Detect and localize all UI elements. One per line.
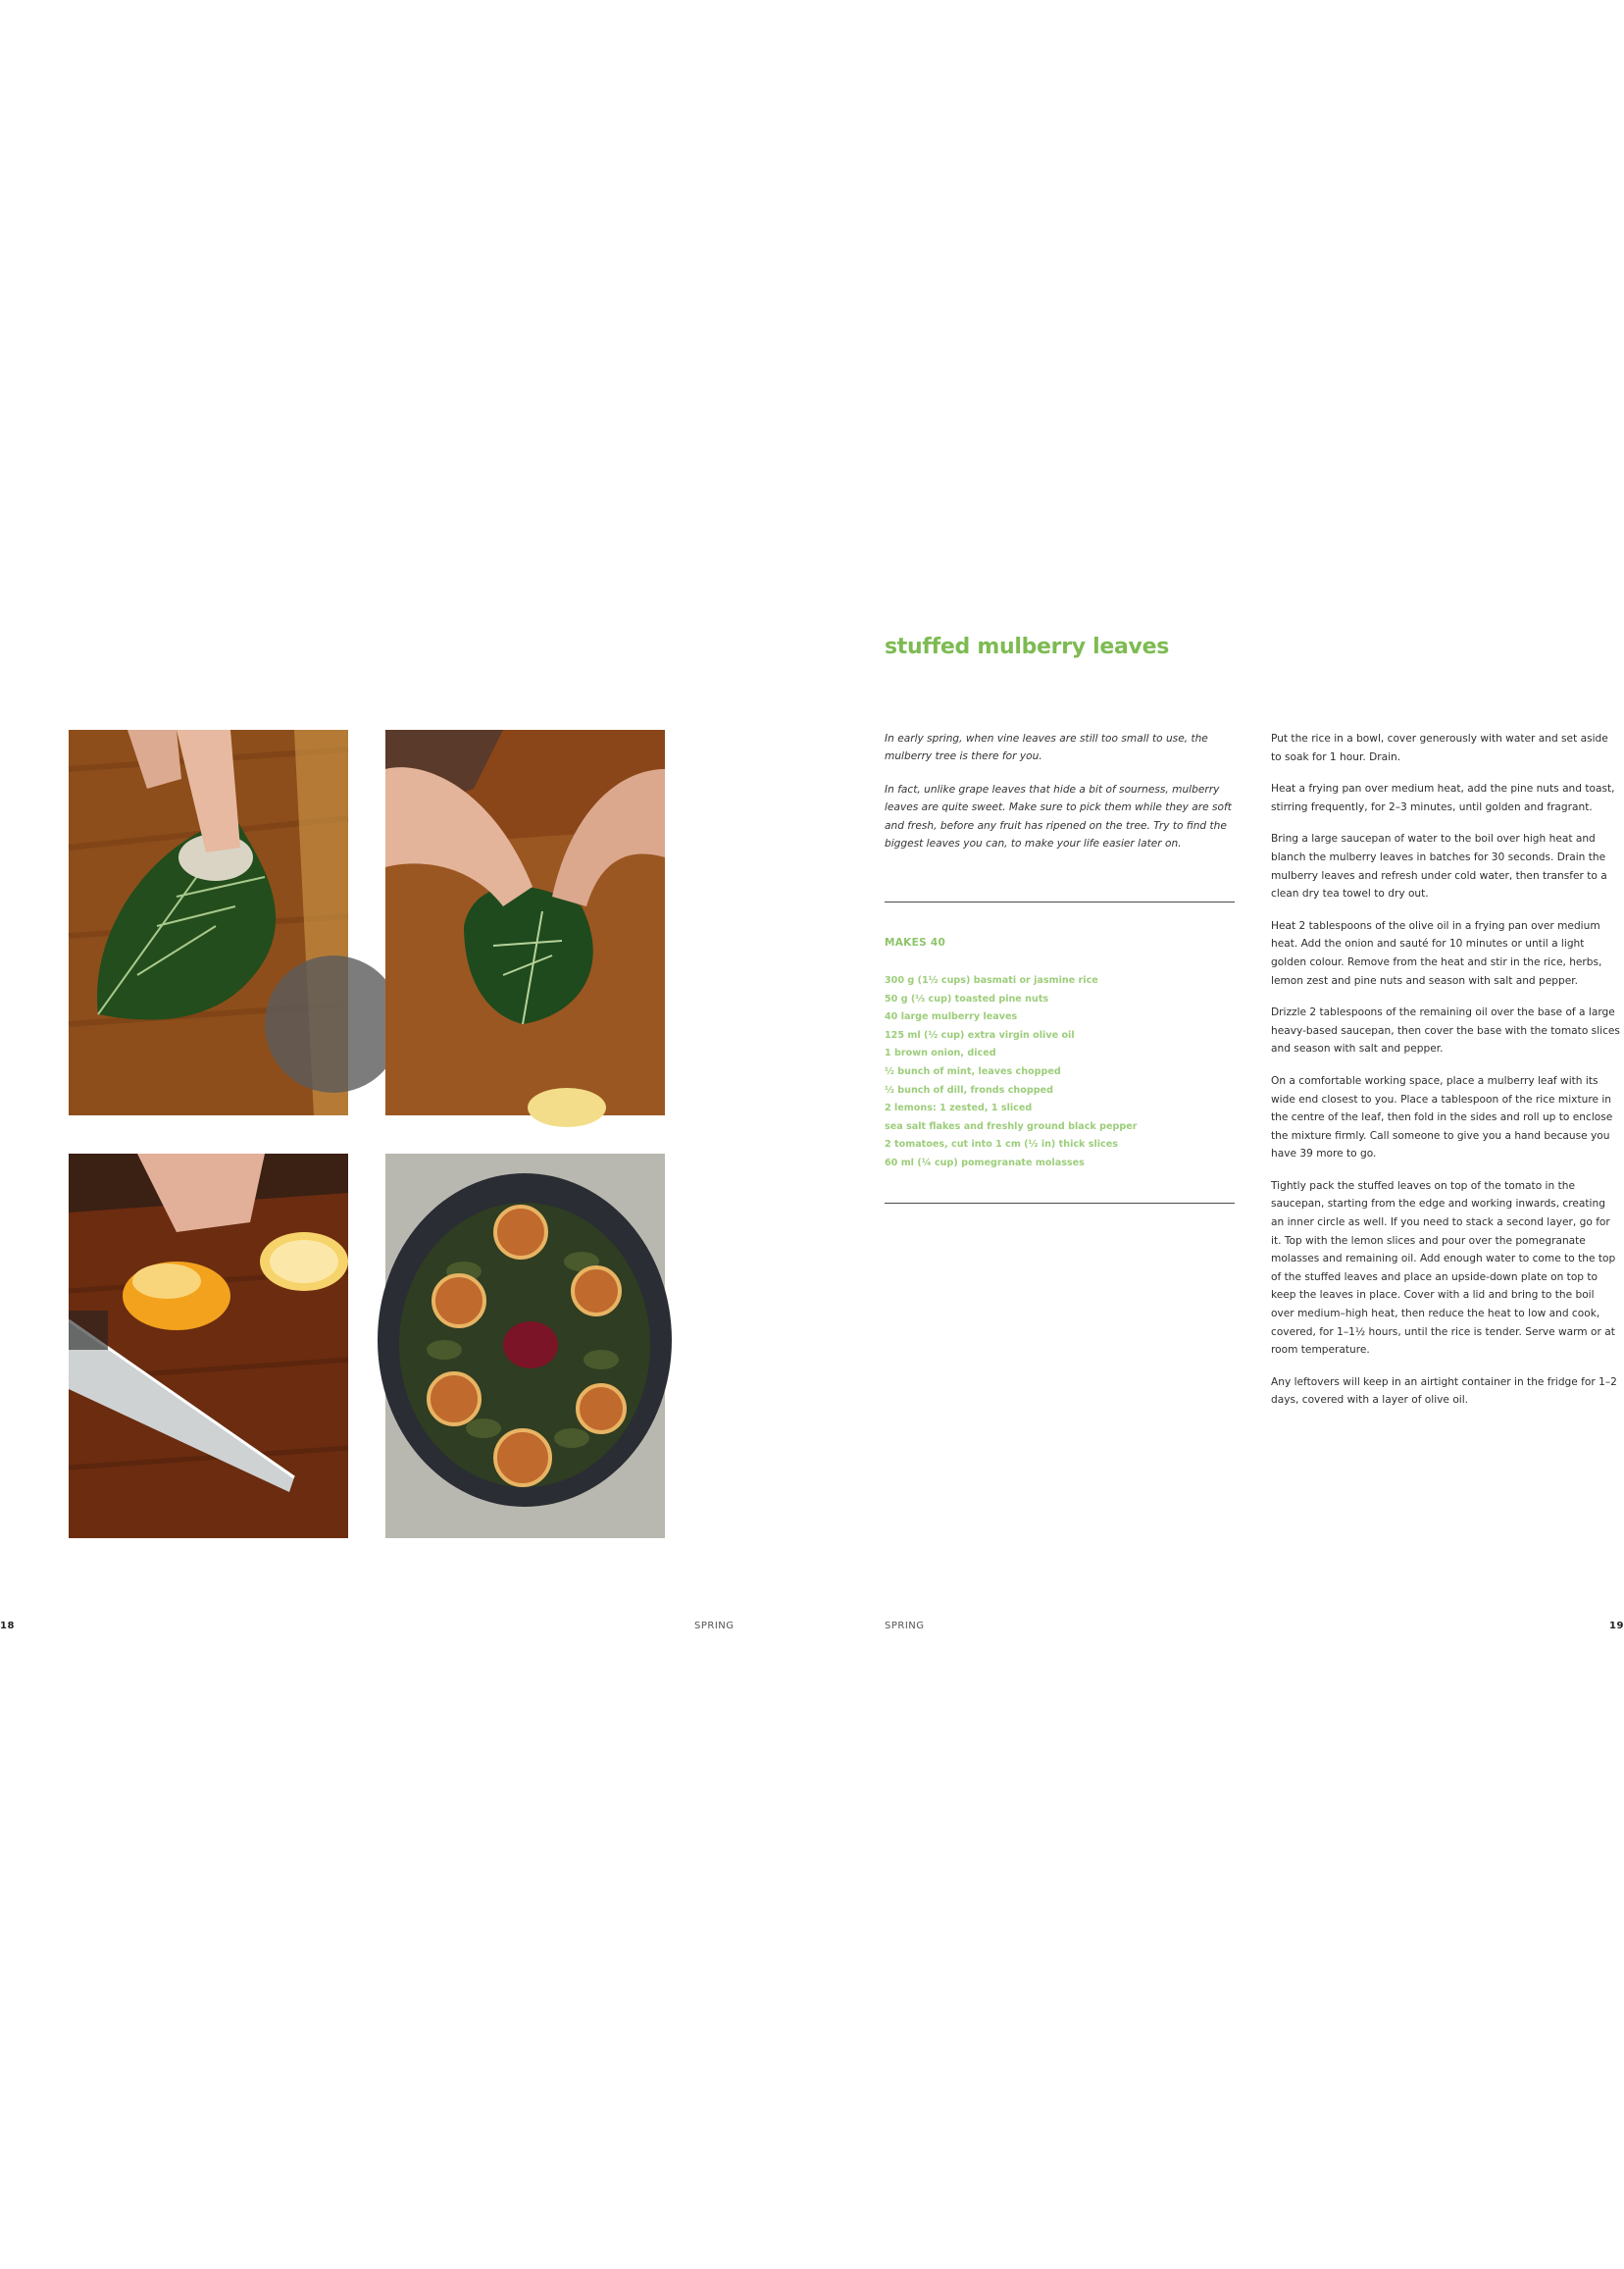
method-step: Bring a large saucepan of water to the boil over high heat and blanch the mulberry leaves in batches for 30 seconds. Drain the mulberry leaves and refresh under cold water, then transfer to a clean dry tea towel to dry out. [1271,833,1607,901]
leaf-folding-photo [385,730,665,1115]
ingredient-item: 50 g (⅓ cup) toasted pine nuts [885,993,1049,1005]
ingredient-item: ½ bunch of dill, fronds chopped [885,1084,1053,1096]
ingredient-item: 60 ml (¼ cup) pomegranate molasses [885,1157,1085,1168]
right-page-number: 19 [1609,1621,1624,1631]
recipe-method [1271,730,1620,1423]
ingredient-item: ½ bunch of mint, leaves chopped [885,1065,1061,1077]
intro-paragraph: In fact, unlike grape leaves that hide a bit of sourness, mulberry leaves are quite sweet. Make sure to pick them while they are soft and fresh, before any fruit has ripened on the tree. Try to find the biggest leaves you can, to make your life easier later on. [885,783,1232,851]
lemon-slicing-photo [69,1154,348,1538]
ingredient-item: 40 large mulberry leaves [885,1011,1018,1023]
method-step: Any leftovers will keep in an airtight container in the fridge for 1–2 days, covered with a layer of olive oil. [1271,1375,1617,1407]
ingredient-item: 2 lemons: 1 zested, 1 sliced [885,1103,1033,1114]
method-step: Heat 2 tablespoons of the olive oil in a frying pan over medium heat. Add the onion and sauté for 10 minutes or until a light golden colour. Remove from the heat and stir in the rice, herbs, lemon zest and pine nuts and season with salt and pepper. [1271,919,1602,987]
ingredient-item: 2 tomatoes, cut into 1 cm (½ in) thick slices [885,1139,1118,1151]
left-running-head: SPRING [694,1621,735,1631]
leaf-filling-photo [69,730,348,1115]
recipe-yield: MAKES 40 [885,937,946,949]
method-step: Drizzle 2 tablespoons of the remaining oil over the base of a large heavy-based saucepan, then cover the base with the tomato slices and season with salt and pepper. [1271,1006,1620,1056]
left-page-number: 18 [0,1621,15,1631]
recipe-title: stuffed mulberry leaves [885,635,1170,659]
ingredient-item: 1 brown onion, diced [885,1048,996,1059]
pot-stuffed-leaves-photo [385,1154,665,1538]
divider [885,1203,1235,1204]
ingredient-item: 125 ml (½ cup) extra virgin olive oil [885,1029,1075,1041]
right-running-head: SPRING [885,1621,925,1631]
method-step: Tightly pack the stuffed leaves on top of the tomato in the saucepan, starting from the edge and working inwards, creating an inner circle as well. If you need to stack a second layer, go for it. Top with the lemon slices and pour over the pomegranate molasses and remaining oil. Add enough water to come to the top of the stuffed leaves and place an upside-down plate on top to keep the leaves in place. Cover with a lid and bring to the boil over medium–high heat, then reduce the heat to low and cook, covered, for 1–1½ hours, until the rice is tender. Serve warm or at room temperature. [1271,1179,1616,1357]
method-step: Heat a frying pan over medium heat, add the pine nuts and toast, stirring frequently, for 2–3 minutes, until golden and fragrant. [1271,783,1615,813]
method-step: On a comfortable working space, place a mulberry leaf with its wide end closest to you. Place a tablespoon of the rice mixture in the centre of the leaf, then fold in the sides and roll up to enclose the mixture firmly. Call someone to give you a hand because you have 39 more to go. [1271,1074,1613,1160]
recipe-intro [885,730,1236,867]
ingredient-item: sea salt flakes and freshly ground black pepper [885,1120,1138,1132]
intro-paragraph: In early spring, when vine leaves are still too small to use, the mulberry tree is there for you. [885,733,1208,763]
ingredient-item: 300 g (1½ cups) basmati or jasmine rice [885,975,1098,986]
method-step: Put the rice in a bowl, cover generously with water and set aside to soak for 1 hour. Drain. [1271,733,1608,763]
ingredient-list [885,972,1238,1173]
